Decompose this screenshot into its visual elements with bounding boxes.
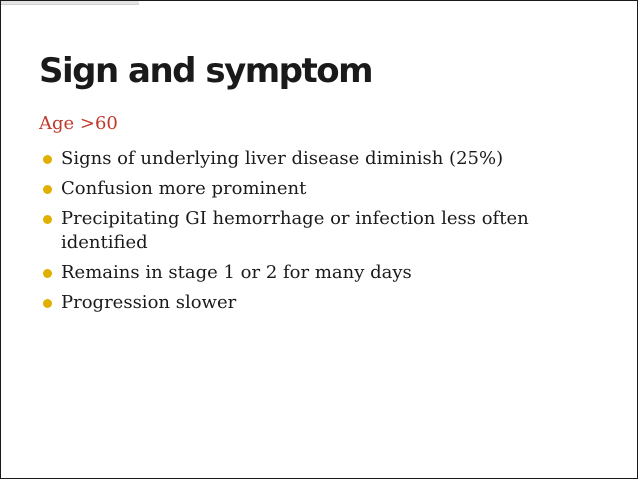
bullet-item xyxy=(41,147,601,171)
corner-mark xyxy=(1,1,139,5)
slide-subheading: Age >60 xyxy=(39,113,118,134)
bullet-text: Confusion more prominent xyxy=(61,178,307,199)
bullet-text: Precipitating GI hemorrhage or infection less often identified xyxy=(61,208,529,253)
bullet-list xyxy=(41,147,601,321)
bullet-dot-icon xyxy=(43,215,52,224)
bullet-dot-icon xyxy=(43,269,52,278)
bullet-text: Progression slower xyxy=(61,292,237,313)
bullet-dot-icon xyxy=(43,299,52,308)
bullet-text: Signs of underlying liver disease diminish (25%) xyxy=(61,148,504,169)
bullet-item xyxy=(41,207,601,255)
bullet-dot-icon xyxy=(43,155,52,164)
slide-title: Sign and symptom xyxy=(39,51,373,91)
bullet-item xyxy=(41,177,601,201)
bullet-item xyxy=(41,291,601,315)
bullet-text: Remains in stage 1 or 2 for many days xyxy=(61,262,412,283)
bullet-item xyxy=(41,261,601,285)
bullet-dot-icon xyxy=(43,185,52,194)
